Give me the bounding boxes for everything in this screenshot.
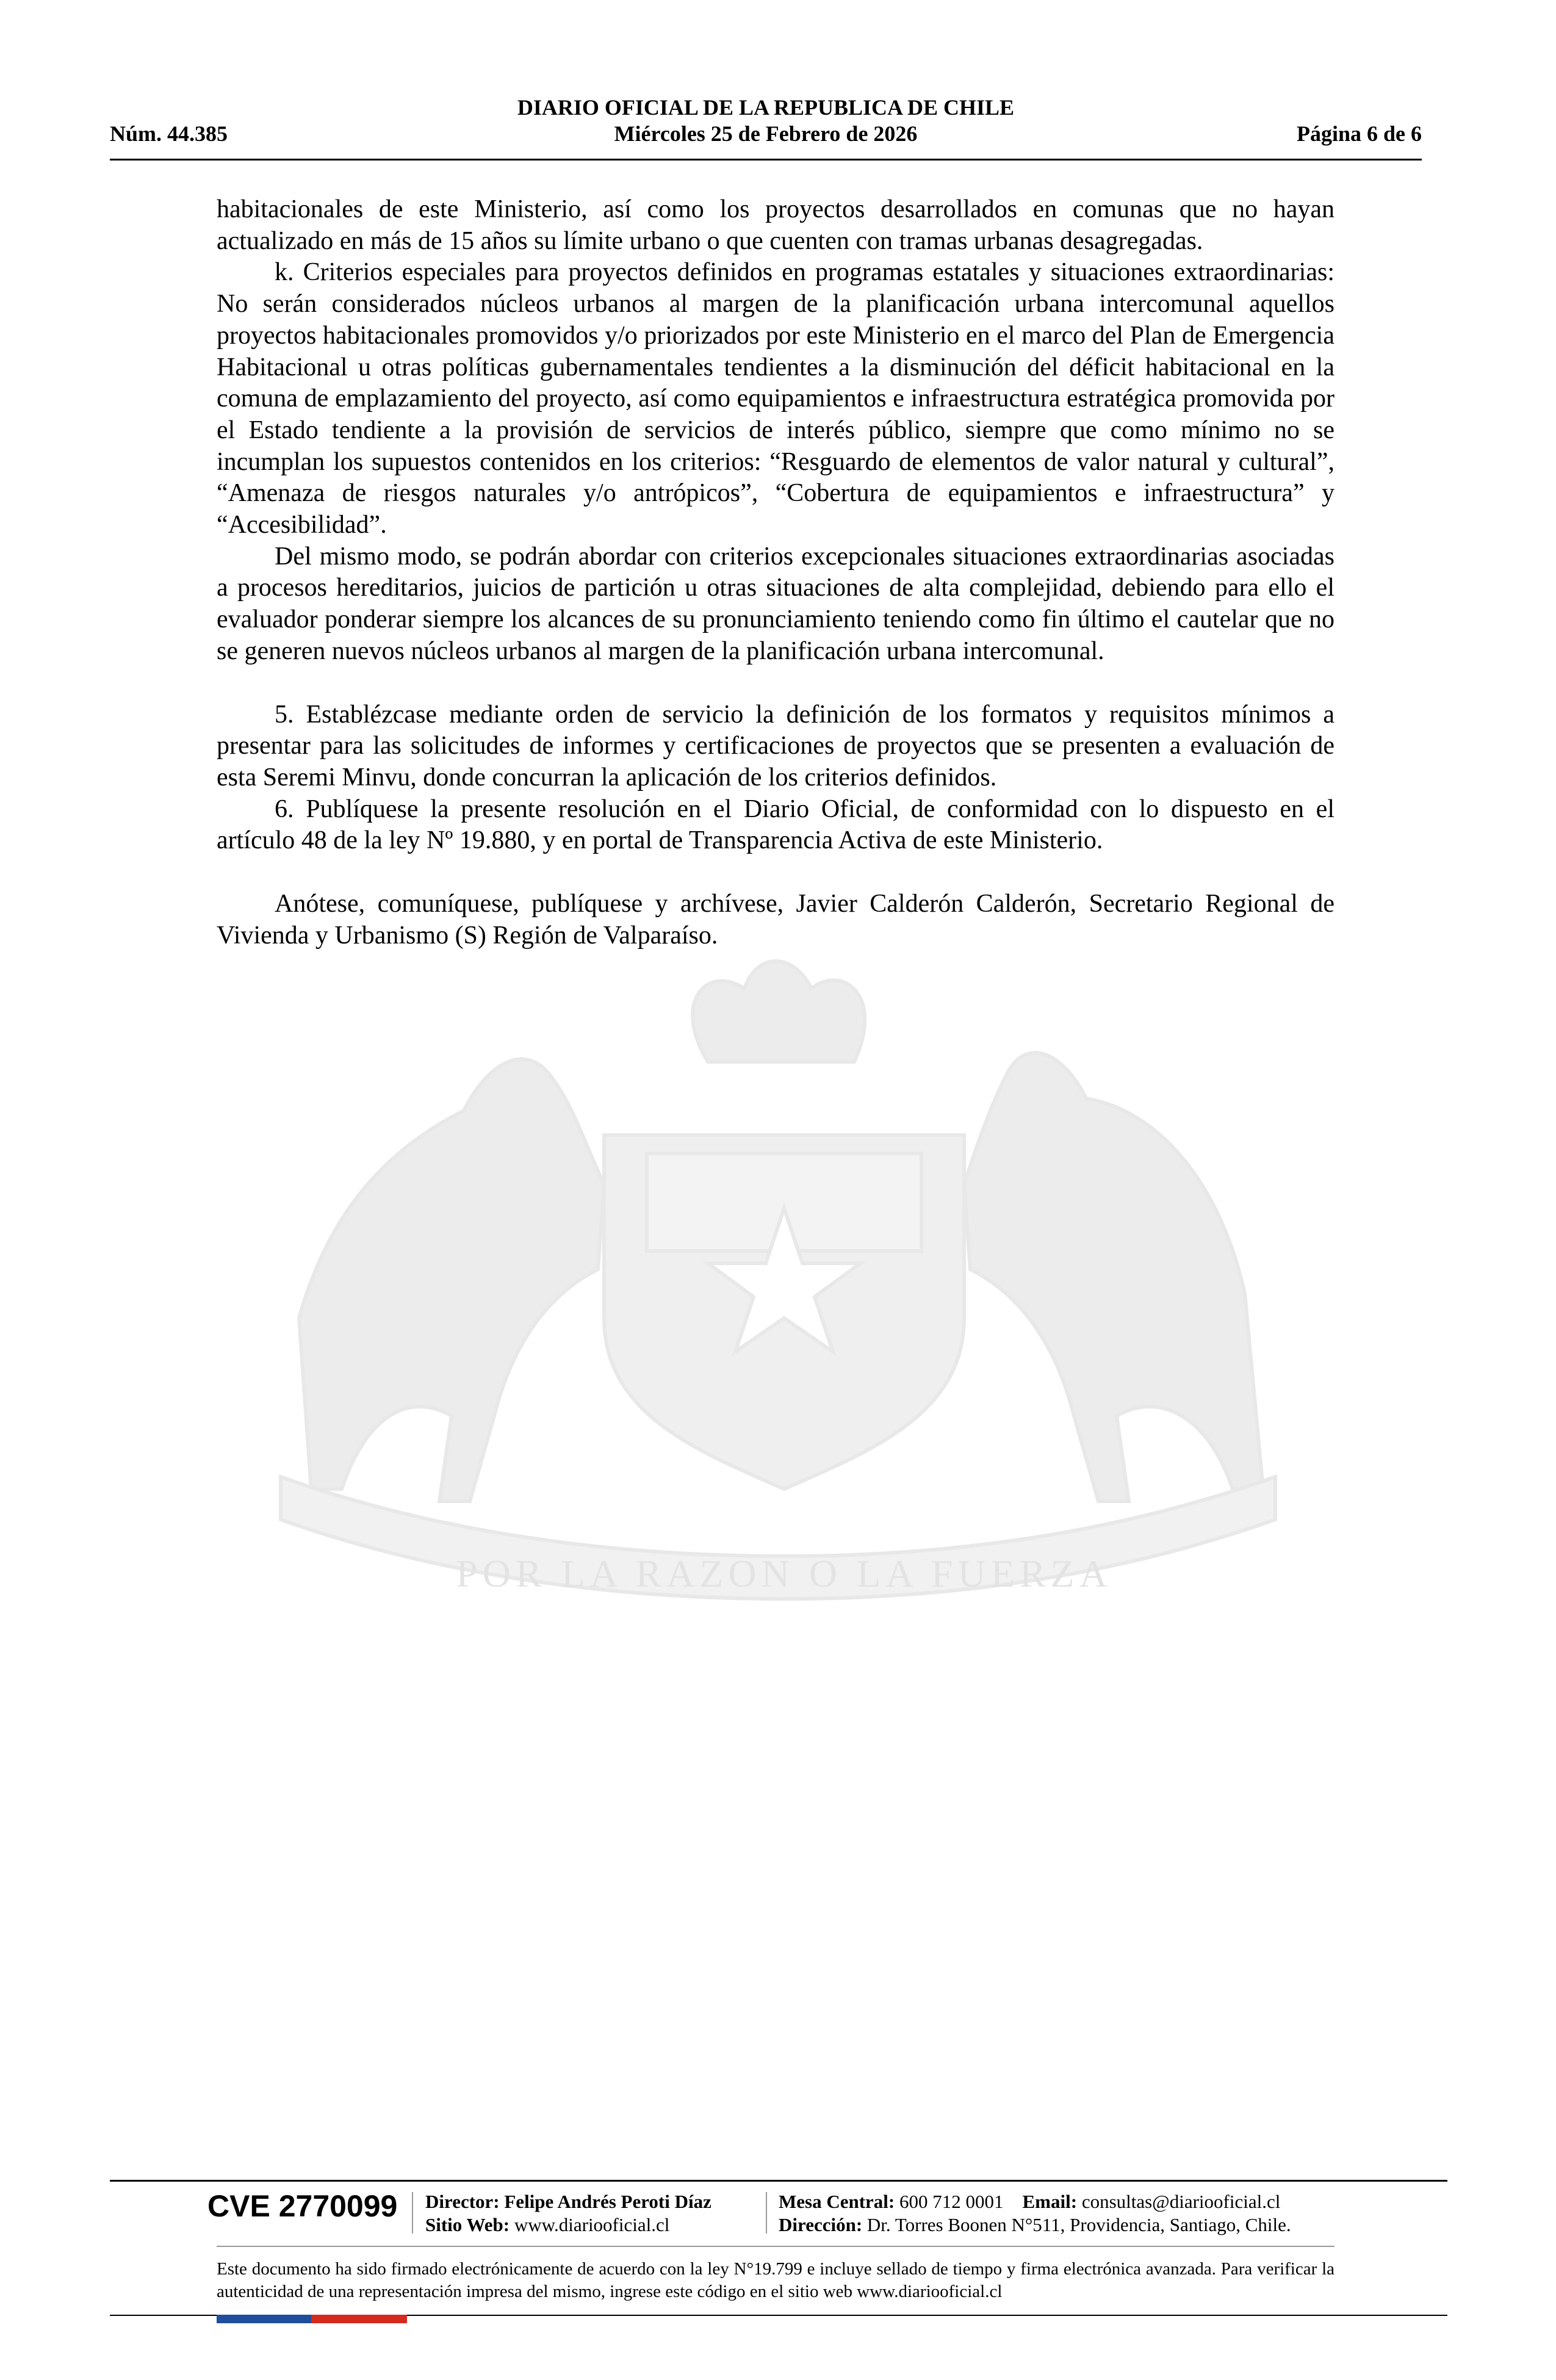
page-number: Página 6 de 6 bbox=[1296, 121, 1422, 146]
footer-inner-rule bbox=[217, 2246, 1334, 2247]
footer-director-block bbox=[425, 2190, 711, 2237]
email-link[interactable]: consultas@diariooficial.cl bbox=[1081, 2191, 1281, 2212]
email-label: Email: bbox=[1022, 2191, 1078, 2212]
footer-contact-block bbox=[779, 2190, 1291, 2237]
issue-number: Núm. 44.385 bbox=[110, 121, 228, 146]
flag-stripe-blue bbox=[217, 2315, 311, 2323]
director-name: Felipe Andrés Peroti Díaz bbox=[504, 2191, 711, 2212]
web-link[interactable]: www.diariooficial.cl bbox=[514, 2214, 670, 2235]
director-label: Director: bbox=[425, 2191, 500, 2212]
address-label: Dirección: bbox=[779, 2214, 863, 2235]
flag-stripe-red bbox=[311, 2315, 407, 2323]
publication-title: DIARIO OFICIAL DE LA REPUBLICA DE CHILE bbox=[517, 95, 1015, 120]
paragraph: habitacionales de este Ministerio, así como los proyectos desarrollados en comunas que no hayan actualizado en más de 15 años su límite urbano o que cuenten con tramas urbanas desagregadas. bbox=[217, 195, 1334, 255]
watermark-motto: POR LA RAZON O LA FUERZA bbox=[456, 1552, 1112, 1595]
paragraph: Del mismo modo, se podrán abordar con criterios excepcionales situaciones extraordinarias asociadas a procesos hereditarios, juicios de partición u otras situaciones de alta complejidad, debiendo para ello el evaluador ponderar siempre los alcances de su pronunciamiento teniendo como fin último el cautelar que no se generen nuevos núcleos urbanos al margen de la planificación urbana intercomunal. bbox=[217, 542, 1334, 665]
paragraph: 6. Publíquese la presente resolución en el Diario Oficial, de conformidad con lo dispuesto en el artículo 48 de la ley Nº 19.880, y en portal de Transparencia Activa de este Ministerio. bbox=[217, 795, 1334, 855]
footer-divider bbox=[412, 2192, 413, 2234]
address-value: Dr. Torres Boonen N°511, Providencia, Santiago, Chile. bbox=[866, 2214, 1291, 2235]
paragraph: 5. Establézcase mediante orden de servicio la definición de los formatos y requisitos mínimos a presentar para las solicitudes de informes y certificaciones de proyectos que se presenten a evaluación de esta Seremi Minvu, donde concurran la aplicación de los criterios definidos. bbox=[217, 700, 1334, 792]
phone-label: Mesa Central: bbox=[779, 2191, 895, 2212]
coat-of-arms-watermark bbox=[207, 952, 1349, 1654]
legal-notice: Este documento ha sido firmado electrónicamente de acuerdo con la ley N°19.799 e incluye sellado de tiempo y firma electrónica avanzada. Para verificar la autenticidad de una representación impresa del mismo, ingrese este código en el sitio web www.diariooficial.cl bbox=[217, 2259, 1334, 2301]
document-body bbox=[217, 194, 1334, 951]
web-label: Sitio Web: bbox=[425, 2214, 510, 2235]
issue-date: Miércoles 25 de Febrero de 2026 bbox=[614, 121, 918, 146]
footer-top-rule bbox=[110, 2180, 1447, 2182]
footer-divider bbox=[766, 2192, 767, 2234]
signature-paragraph: Anótese, comuníquese, publíquese y archívese, Javier Calderón Calderón, Secretario Regional de Vivienda y Urbanismo (S) Región de Valparaíso. bbox=[217, 890, 1334, 950]
paragraph: k. Criterios especiales para proyectos definidos en programas estatales y situaciones extraordinarias: No serán considerados núcleos urbanos al margen de la planificación urbana intercomunal aquellos proyectos habitacionales promovidos y/o priorizados por este Ministerio en el marco del Plan de Emergencia Habitacional u otras políticas gubernamentales tendientes a la disminución del déficit habitacional en la comuna de emplazamiento del proyecto, así como equipamientos e infraestructura estratégica promovida por el Estado tendiente a la provisión de servicios de interés público, siempre que como mínimo no se incumplan los supuestos contenidos en los criterios: “Resguardo de elementos de valor natural y cultural”, “Amenaza de riesgos naturales y/o antrópicos”, “Cobertura de equipamientos e infraestructura” y “Accesibilidad”. bbox=[217, 258, 1334, 539]
page-header bbox=[110, 92, 1422, 160]
cve-code: CVE 2770099 bbox=[207, 2189, 398, 2223]
phone-value: 600 712 0001 bbox=[899, 2191, 1004, 2212]
